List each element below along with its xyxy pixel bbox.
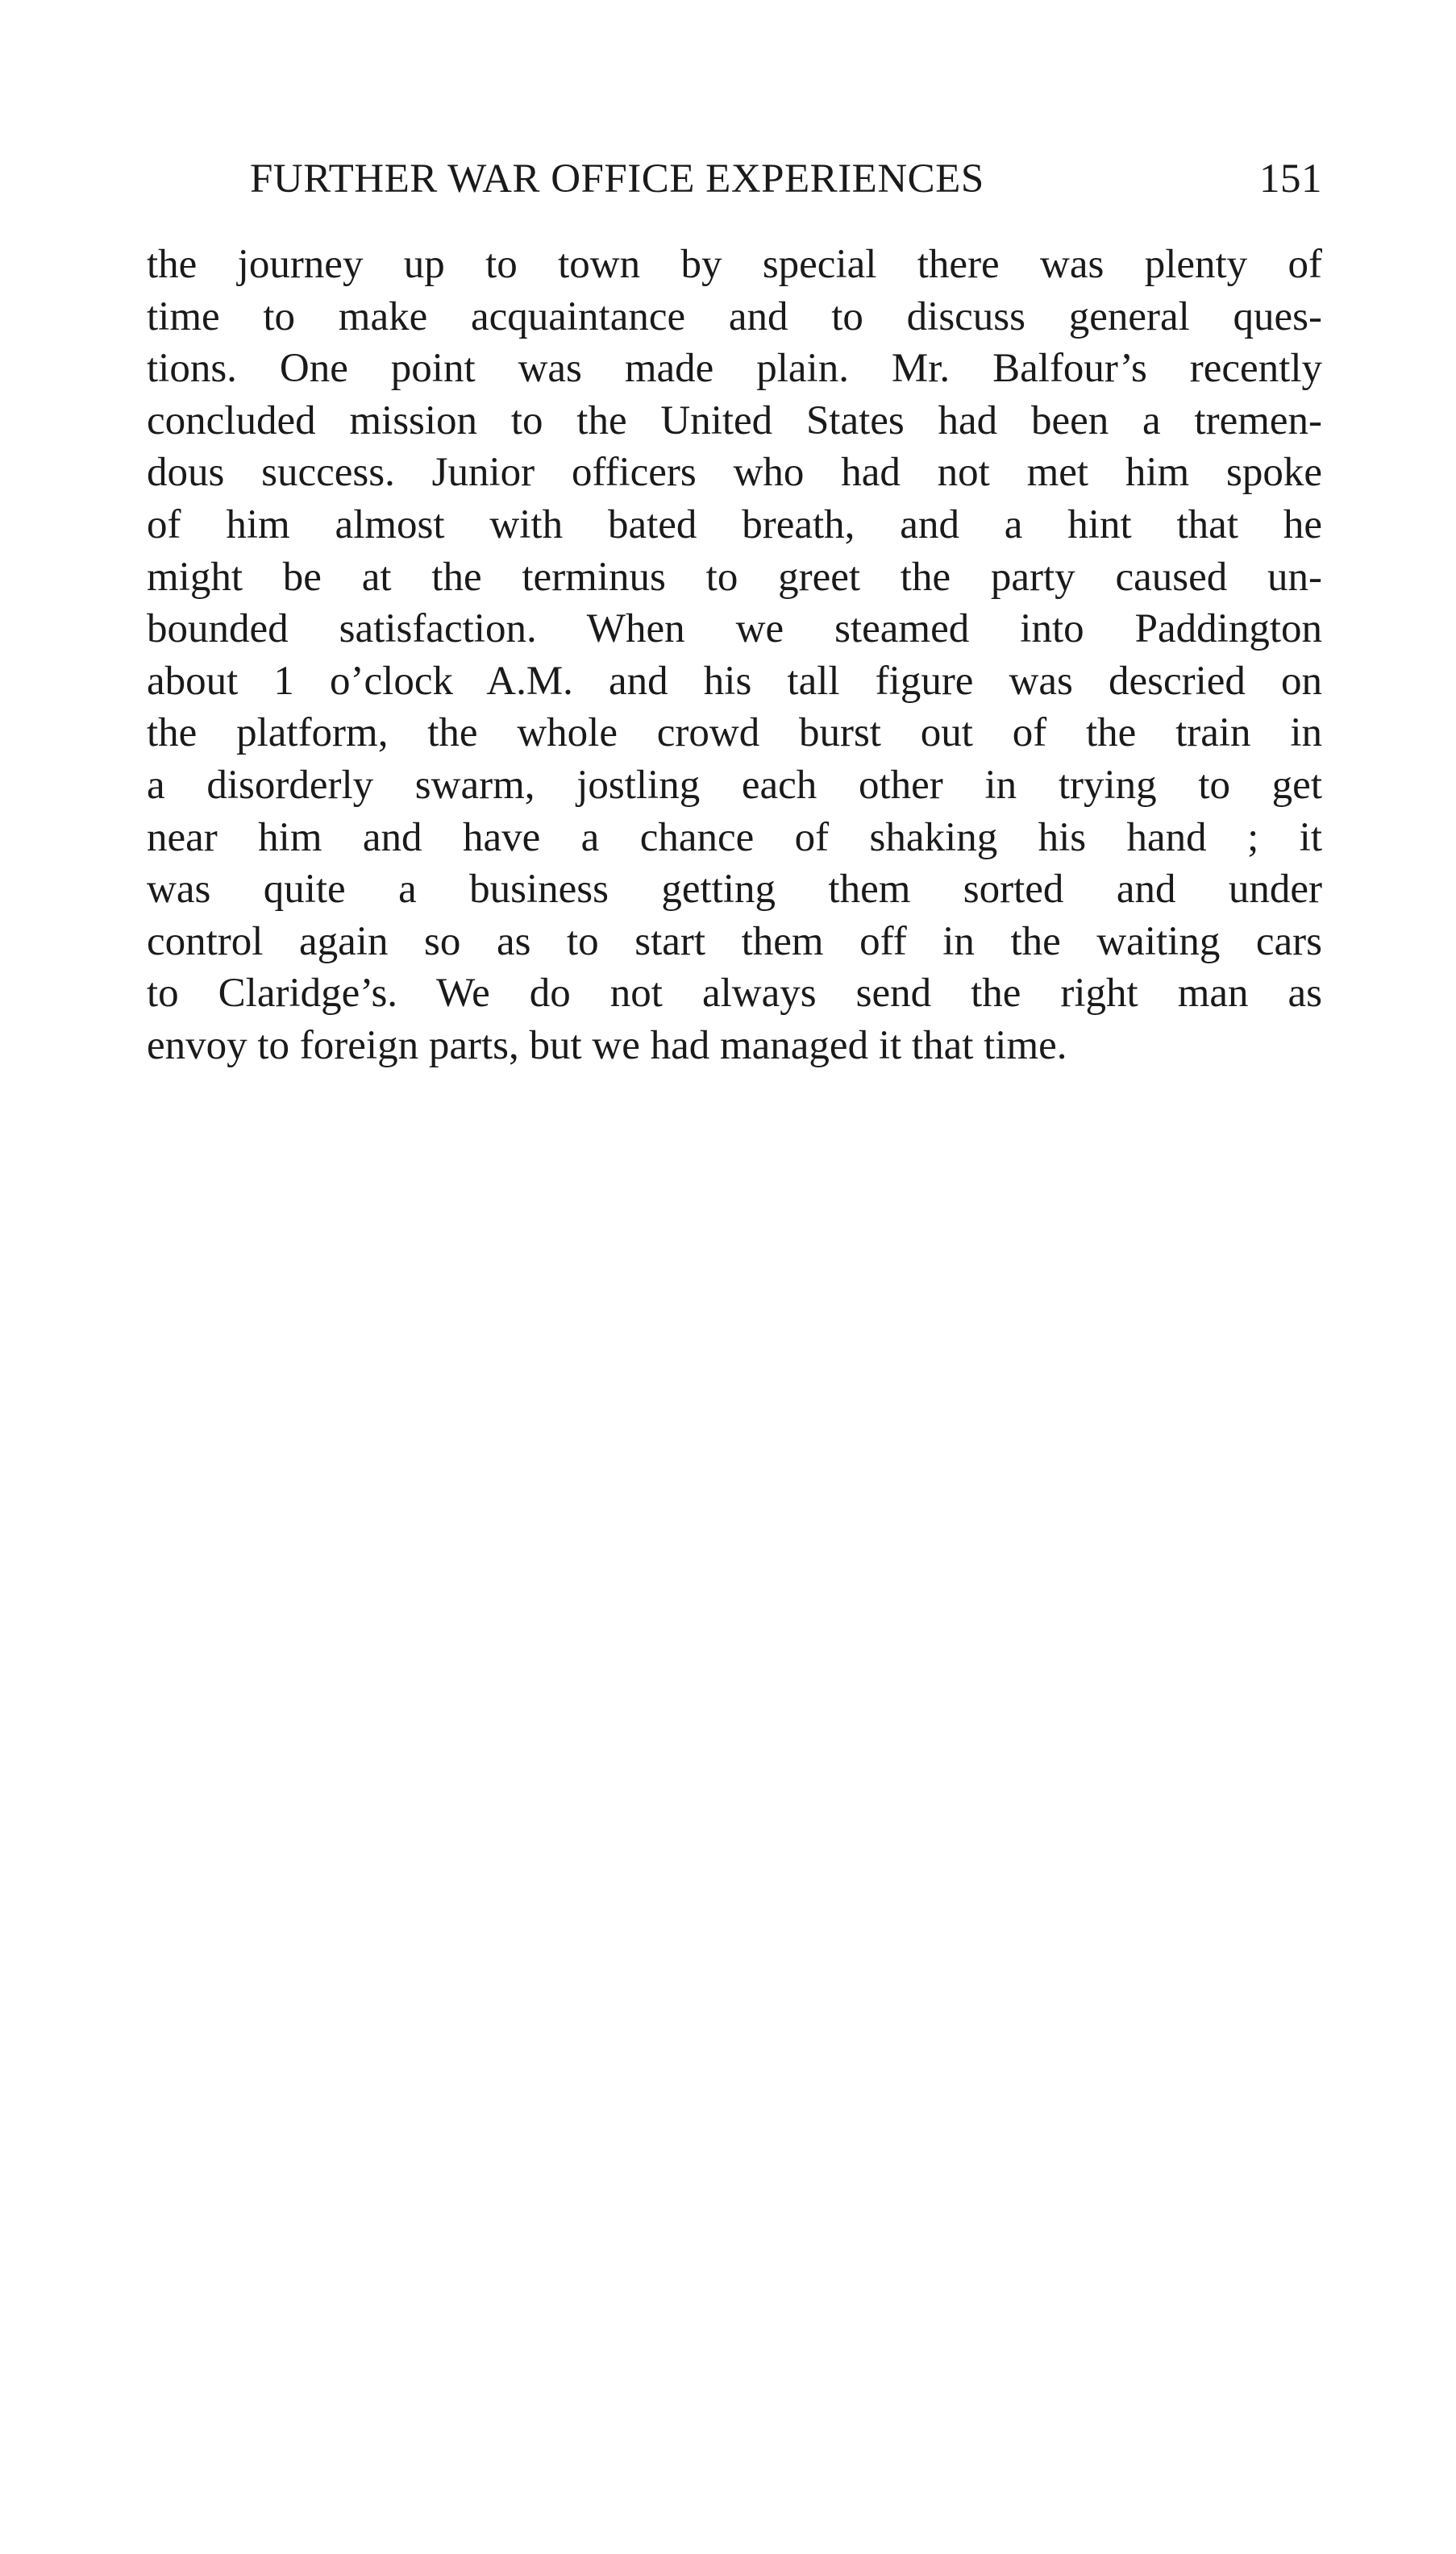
running-title: FURTHER WAR OFFICE EXPERIENCES <box>250 156 984 202</box>
text-line: envoy to foreign parts, but we had managed it that time. <box>147 1022 1067 1068</box>
text-line: the journey up to town by special there was plenty of <box>147 242 1322 287</box>
text-line: was quite a business getting them sorted and under <box>147 867 1322 913</box>
page-number: 151 <box>1259 156 1322 202</box>
running-head <box>250 155 1322 203</box>
body-paragraph <box>147 239 1322 1072</box>
text-line: control again so as to start them off in the waiting cars <box>147 918 1322 964</box>
text-line: concluded mission to the United States had been a tremen- <box>147 397 1322 443</box>
text-line: bounded satisfaction. When we steamed into Paddington <box>147 606 1322 652</box>
text-line: a disorderly swarm, jostling each other in trying to get <box>147 762 1322 808</box>
text-line: tions. One point was made plain. Mr. Balfour’s recently <box>147 346 1322 392</box>
text-line: might be at the terminus to greet the party caused un- <box>147 554 1322 600</box>
text-line: about 1 o’clock A.M. and his tall figure was descried on <box>147 658 1322 704</box>
text-line: the platform, the whole crowd burst out of the train in <box>147 710 1322 756</box>
text-line: of him almost with bated breath, and a hint that he <box>147 501 1322 547</box>
text-line: near him and have a chance of shaking his hand ; it <box>147 814 1322 860</box>
text-line: to Claridge’s. We do not always send the right man as <box>147 971 1322 1017</box>
text-line: time to make acquaintance and to discuss general ques- <box>147 293 1322 339</box>
text-line: dous success. Junior officers who had not met him spoke <box>147 450 1322 496</box>
